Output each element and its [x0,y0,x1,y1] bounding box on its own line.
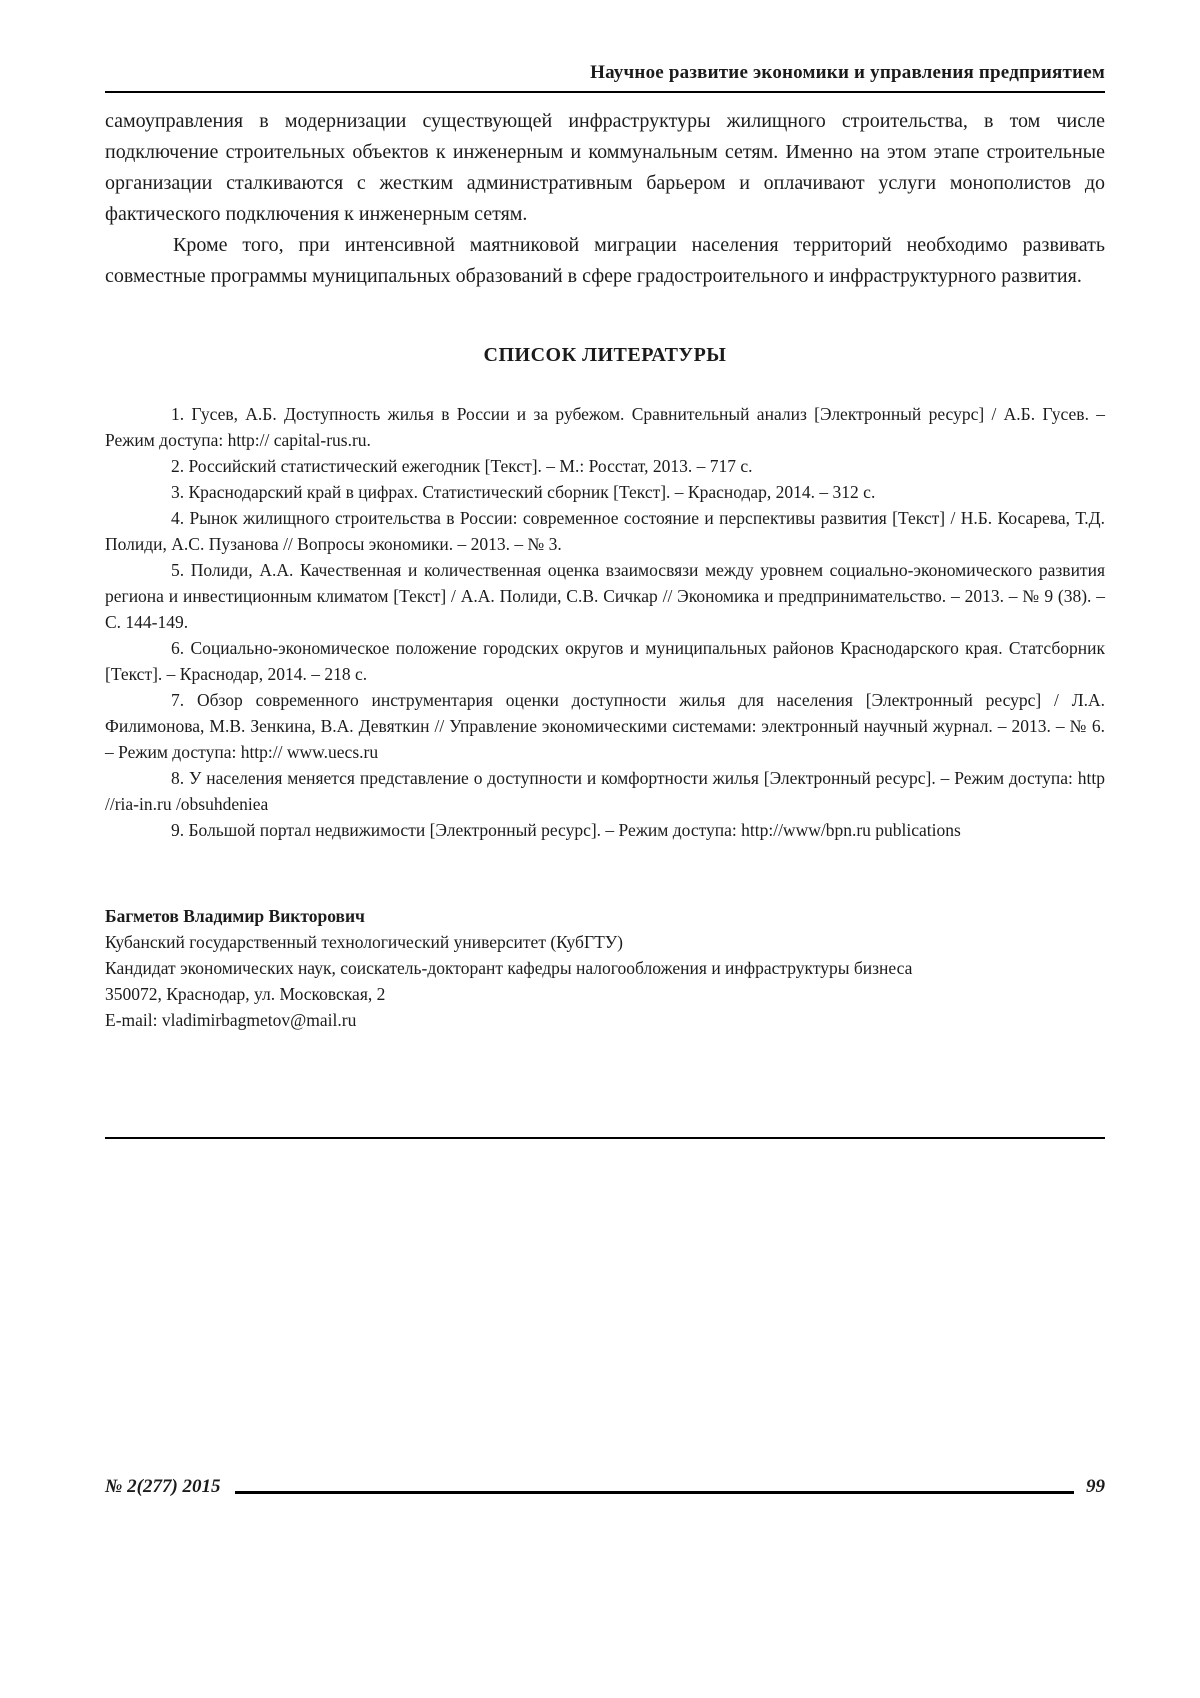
body-paragraph-1: самоуправления в модернизации существующей инфраструктуры жилищного строительства, в том числе подключение строительных объектов к инженерным и коммунальным сетям. Именно на этом этапе строительные организации сталкиваются с жестким административным барьером и оплачивают услуги монополистов до фактического подключения к инженерным сетям. [105,110,1105,225]
reference-item-5: 5. Полиди, А.А. Качественная и количественная оценка взаимосвязи между уровнем социально-экономического развития региона и инвестиционным климатом [Текст] / А.А. Полиди, С.В. Сичкар // Экономика и предпринимательство. – 2013. – № 9 (38). – С. 144-149. [105,560,1105,632]
references-list [105,401,1105,843]
section-title-references: СПИСОК ЛИТЕРАТУРЫ [483,344,727,366]
reference-item-8: 8. У населения меняется представление о доступности и комфортности жилья [Электронный ресурс]. – Режим доступа: http //ria-in.ru /obsuhdeniea [105,768,1105,814]
author-email: E-mail: vladimirbagmetov@mail.ru [105,1010,357,1030]
author-affiliation: Кубанский государственный технологический университет (КубГТУ) [105,932,623,952]
footer-rule [235,1491,1074,1494]
reference-item-9: 9. Большой портал недвижимости [Электронный ресурс]. – Режим доступа: http://www/bpn.ru publications [171,820,961,840]
footer-page-number: 99 [1086,1476,1105,1497]
reference-item-4: 4. Рынок жилищного строительства в России: современное состояние и перспективы развития [Текст] / Н.Б. Косарева, Т.Д. Полиди, А.С. Пузанова // Вопросы экономики. – 2013. – № 3. [105,508,1105,554]
reference-item-1: 1. Гусев, А.Б. Доступность жилья в России и за рубежом. Сравнительный анализ [Электронный ресурс] / А.Б. Гусев. – Режим доступа: http:// capital-rus.ru. [105,404,1105,450]
reference-item-3: 3. Краснодарский край в цифрах. Статистический сборник [Текст]. – Краснодар, 2014. – 312 с. [171,482,876,502]
author-name: Багметов Владимир Викторович [105,906,365,926]
reference-item-7: 7. Обзор современного инструментария оценки доступности жилья для населения [Электронный ресурс] / Л.А. Филимонова, М.В. Зенкина, В.А. Девяткин // Управление экономическими системами: электронный научный журнал. – 2013. – № 6. – Режим доступа: http:// www.uecs.ru [105,690,1105,762]
author-position: Кандидат экономических наук, соискатель-докторант кафедры налогообложения и инфраструктуры бизнеса [105,958,913,978]
author-address: 350072, Краснодар, ул. Московская, 2 [105,984,386,1004]
reference-item-2: 2. Российский статистический ежегодник [Текст]. – М.: Росстат, 2013. – 717 с. [171,456,753,476]
author-block [105,903,1105,1033]
reference-item-6: 6. Социально-экономическое положение городских округов и муниципальных районов Краснодарского края. Статсборник [Текст]. – Краснодар, 2014. – 218 с. [105,638,1105,684]
footer-issue: № 2(277) 2015 [105,1476,221,1497]
body-paragraph-2: Кроме того, при интенсивной маятниковой миграции населения территорий необходимо развивать совместные программы муниципальных образований в сфере градостроительного и инфраструктурного развития. [105,234,1105,287]
page-footer [105,1476,1105,1498]
divider-rule [105,1137,1105,1139]
running-header: Научное развитие экономики и управления предприятием [105,62,1105,93]
